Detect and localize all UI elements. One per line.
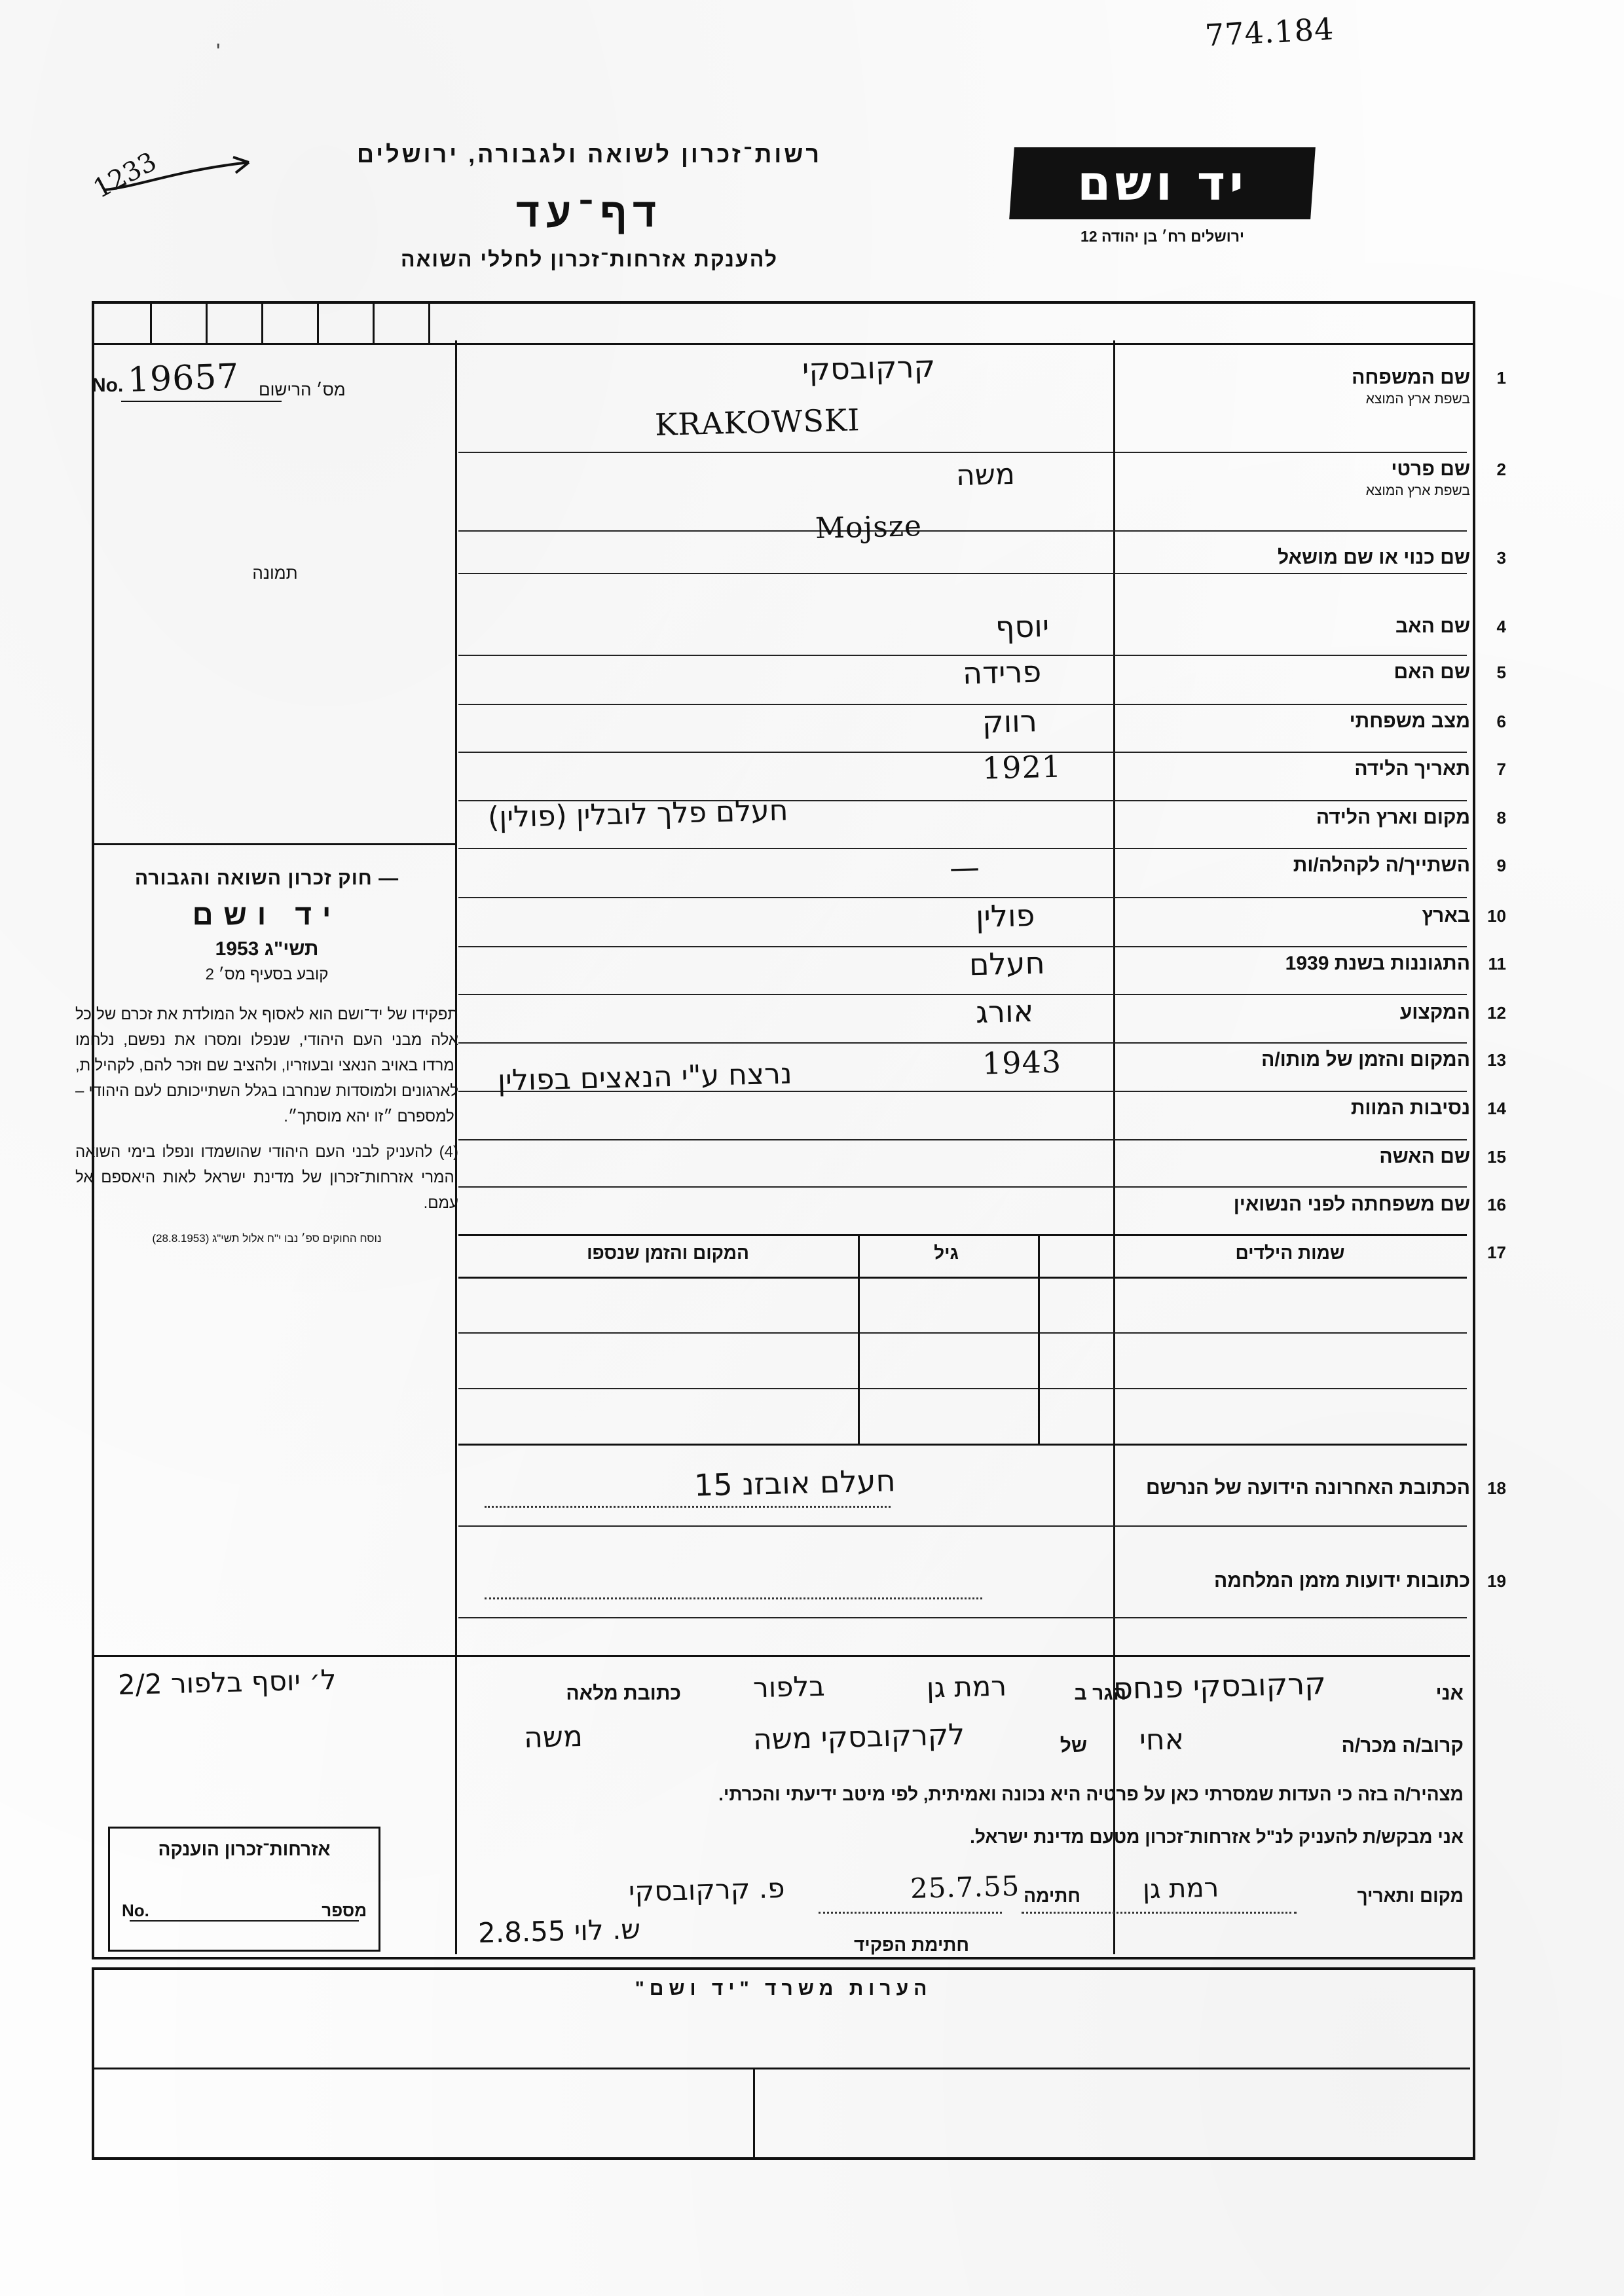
place-date-value: רמת גן: [1142, 1872, 1219, 1905]
handwritten-left-scribble: 1233: [88, 146, 162, 205]
law-reference: נוסח החוקים ספ׳ נבו י"ח אלול תשי"ג (28.8.1953): [152, 1232, 382, 1245]
photo-placeholder-label: תמונה: [252, 563, 298, 583]
field-value-14: נרצח ע"י הנאצים בפולין: [497, 1057, 793, 1098]
archive-number: 774.184: [1204, 10, 1335, 54]
office-remarks-split: [753, 2069, 755, 2157]
field-num-18: 18: [1487, 1478, 1506, 1498]
citizenship-granted-title: אזרחות־זכרון הוענקה: [158, 1839, 331, 1859]
citizenship-no-rule: [130, 1920, 359, 1922]
office-remarks-divider: [92, 2068, 1470, 2069]
field-value-13: 1943: [982, 1044, 1062, 1082]
field-label-15: שם האשה: [1379, 1146, 1470, 1167]
field-num-7: 7: [1496, 759, 1506, 779]
field-label-13: המקום והזמן של מותו/ה: [1261, 1049, 1470, 1070]
officer-signature-label: חתימת הפקיד: [853, 1935, 969, 1955]
registration-rule: [121, 401, 282, 402]
law-title-1: — חוק זכרון השואה והגבורה: [134, 867, 399, 889]
declaration-living-at: הגר ב: [1074, 1683, 1126, 1704]
signature-label: חתימה: [1024, 1886, 1080, 1906]
registration-number-value: 19657: [127, 357, 240, 400]
pen-arrow-mark: [98, 151, 268, 203]
declaration-of-value: לקרקובסקי משה: [752, 1718, 965, 1757]
declaration-full-address-value: ל׳ יוסף בלפור 2/2: [117, 1663, 337, 1702]
page-title: דף־עד: [515, 191, 663, 236]
field-num-17: 17: [1487, 1243, 1506, 1262]
law-paragraph-2: (4) להעניק לבני העם היהודי שהושמדו ונפלו בימי השואה והמרי אזרחות־זכרון של מדינת ישראל לאות היאספם אל עמם.: [75, 1143, 458, 1212]
children-col-place: המקום והזמן שנספו: [587, 1243, 749, 1263]
field-value-11: חעלם: [969, 945, 1046, 983]
field-label-10: בארץ: [1422, 905, 1470, 926]
field-label-9: השתייך/ה לקהלה/ות: [1293, 854, 1470, 876]
field-label-6: מצב משפחתי: [1349, 710, 1470, 732]
citizenship-no-label-he: מספר: [322, 1901, 367, 1920]
law-title-4: קובע בסעיף מס׳ 2: [205, 966, 329, 983]
place-date-label: מקום ותאריך: [1357, 1886, 1464, 1906]
field-label-12: המקצוע: [1399, 1002, 1470, 1023]
top-code-boxes: [94, 304, 1473, 345]
declaration-statement: מצהיר/ה בזה כי העדות שמסרתי כאן על פרטיה היא נכונה ואמיתית, לפי מיטב ידיעתי והכרתי.: [718, 1784, 1464, 1804]
declaration-signer-name: קרקובסקי פנחס: [1113, 1666, 1327, 1706]
field-value-1-he: קרקובסקי: [802, 348, 936, 388]
declaration-address-city: רמת גן: [926, 1669, 1007, 1704]
law-title-2: יד ושם: [192, 899, 342, 931]
logo-text: יד ושם: [1077, 155, 1248, 211]
declaration-i-am: אני: [1435, 1683, 1464, 1704]
field-num-14: 14: [1487, 1099, 1506, 1118]
field-num-1: 1: [1496, 368, 1506, 388]
page-subtitle: להענקת אזרחות־זכרון לחללי השואה: [400, 247, 779, 271]
field-label-3: שם כנוי או שם מושאל: [1277, 547, 1470, 568]
field-value-12: אורג: [975, 993, 1034, 1030]
citizenship-no-label-en: No.: [122, 1901, 149, 1920]
law-paragraph-1: תפקידו של יד־ושם הוא לאסוף אל המולדת את זכרם של כל אלה מבני העם היהודי, שנפלו ומסרו את נפשם, נלחמו ומרדו באויב הנאצי ובעוזריו, ולהציב שם וזכר להם, לקהילות, לארגונים ולמוסדות שנחרבו בגלל השתייכותם לעם היהודי – ולמספרם ״זו יהא מוסתך״.: [75, 1006, 458, 1125]
field-num-4: 4: [1496, 617, 1506, 636]
declaration-relation-value: אחי: [1139, 1722, 1185, 1757]
field-num-13: 13: [1487, 1050, 1506, 1070]
field-label-4: שם האב: [1395, 615, 1470, 637]
registration-label: מס׳ הרישום: [259, 380, 346, 399]
field-value-8: חעלם פלך לובלין (פולין): [487, 793, 789, 835]
field-label-19: כתובות ידועות מזמן המלחמה: [1213, 1570, 1470, 1592]
field-label-7: תאריך הלידה: [1354, 758, 1470, 780]
law-text-block: [75, 867, 458, 1245]
field-label-8: מקום וארץ הלידה: [1316, 807, 1470, 828]
field-num-19: 19: [1487, 1571, 1506, 1591]
field-num-12: 12: [1487, 1003, 1506, 1023]
citizenship-granted-box: [108, 1827, 380, 1952]
declaration-address-street: בלפור: [752, 1669, 826, 1704]
field-value-10: פולין: [975, 897, 1035, 935]
yad-vashem-logo: [1009, 147, 1316, 219]
field-num-5: 5: [1496, 663, 1506, 682]
declaration-of-firstname: משה: [523, 1719, 583, 1755]
office-remarks-header: [92, 1967, 1475, 2009]
field-value-18: חעלם אובזנ 15: [693, 1463, 896, 1503]
field-value-5: פרידה: [962, 653, 1042, 691]
field-num-15: 15: [1487, 1147, 1506, 1167]
children-col-names: שמות הילדים: [1235, 1243, 1345, 1263]
field-value-4: יוסף: [995, 608, 1050, 645]
field-value-2-lat: Mojsze: [815, 509, 923, 545]
officer-signature-value: ש. לוי 2.8.55: [477, 1912, 641, 1950]
field-num-10: 10: [1487, 906, 1506, 926]
office-remarks-body: [92, 2007, 1475, 2160]
field-value-7: 1921: [982, 748, 1062, 786]
organization-line: רשות־זכרון לשואה ולגבורה, ירושלים: [357, 141, 822, 168]
field-num-9: 9: [1496, 856, 1506, 875]
field-label-11: התגוננות בשנת 1939: [1285, 953, 1470, 974]
field-num-6: 6: [1496, 712, 1506, 731]
field-num-2: 2: [1496, 460, 1506, 479]
signature-value: פ. קרקובסקי: [628, 1872, 785, 1908]
declaration-of-label: של: [1060, 1735, 1087, 1757]
field-num-16: 16: [1487, 1195, 1506, 1214]
field-label-16: שם משפחתה לפני הנשואין: [1233, 1194, 1470, 1215]
signature-date-value: 25.7.55: [910, 1869, 1020, 1905]
declaration-request: אני מבקש/ת להעניק לנ"ל אזרחות־זכרון מטעם מדינת ישראל.: [970, 1827, 1464, 1847]
office-remarks-title: הערות משרד "יד ושם": [635, 1978, 932, 1999]
field-label-5: שם האם: [1393, 661, 1470, 683]
divider-photo-bottom: [92, 843, 457, 845]
field-value-6: רווק: [982, 702, 1038, 740]
field-label-14: נסיבות המוות: [1350, 1097, 1470, 1119]
field-value-1-lat: KRAKOWSKI: [654, 402, 861, 443]
declaration-full-address-label: כתובת מלאה: [566, 1683, 681, 1704]
pen-tick-mark: ʹ: [216, 39, 221, 64]
field-num-11: 11: [1488, 954, 1506, 974]
field-label-1: שם המשפחה בשפת ארץ המוצא: [1352, 367, 1470, 407]
children-col-age: גיל: [934, 1243, 959, 1263]
field-num-3: 3: [1496, 548, 1506, 568]
field-value-2-he: משה: [955, 457, 1016, 493]
registration-no-label: No.: [92, 374, 124, 396]
logo-address: ירושלים רח׳ בן יהודה 12: [1080, 228, 1244, 245]
declaration-relation-label: קרוב/ה מכר/ה: [1341, 1735, 1464, 1757]
field-num-8: 8: [1496, 808, 1506, 828]
field-label-2: שם פרטי בשפת ארץ המוצא: [1365, 458, 1470, 498]
law-title-3: תשי"ג 1953: [215, 938, 319, 960]
field-value-9: —: [949, 849, 980, 886]
field-label-18: הכתובת האחרונה הידועה של הנרשם: [1145, 1477, 1470, 1499]
